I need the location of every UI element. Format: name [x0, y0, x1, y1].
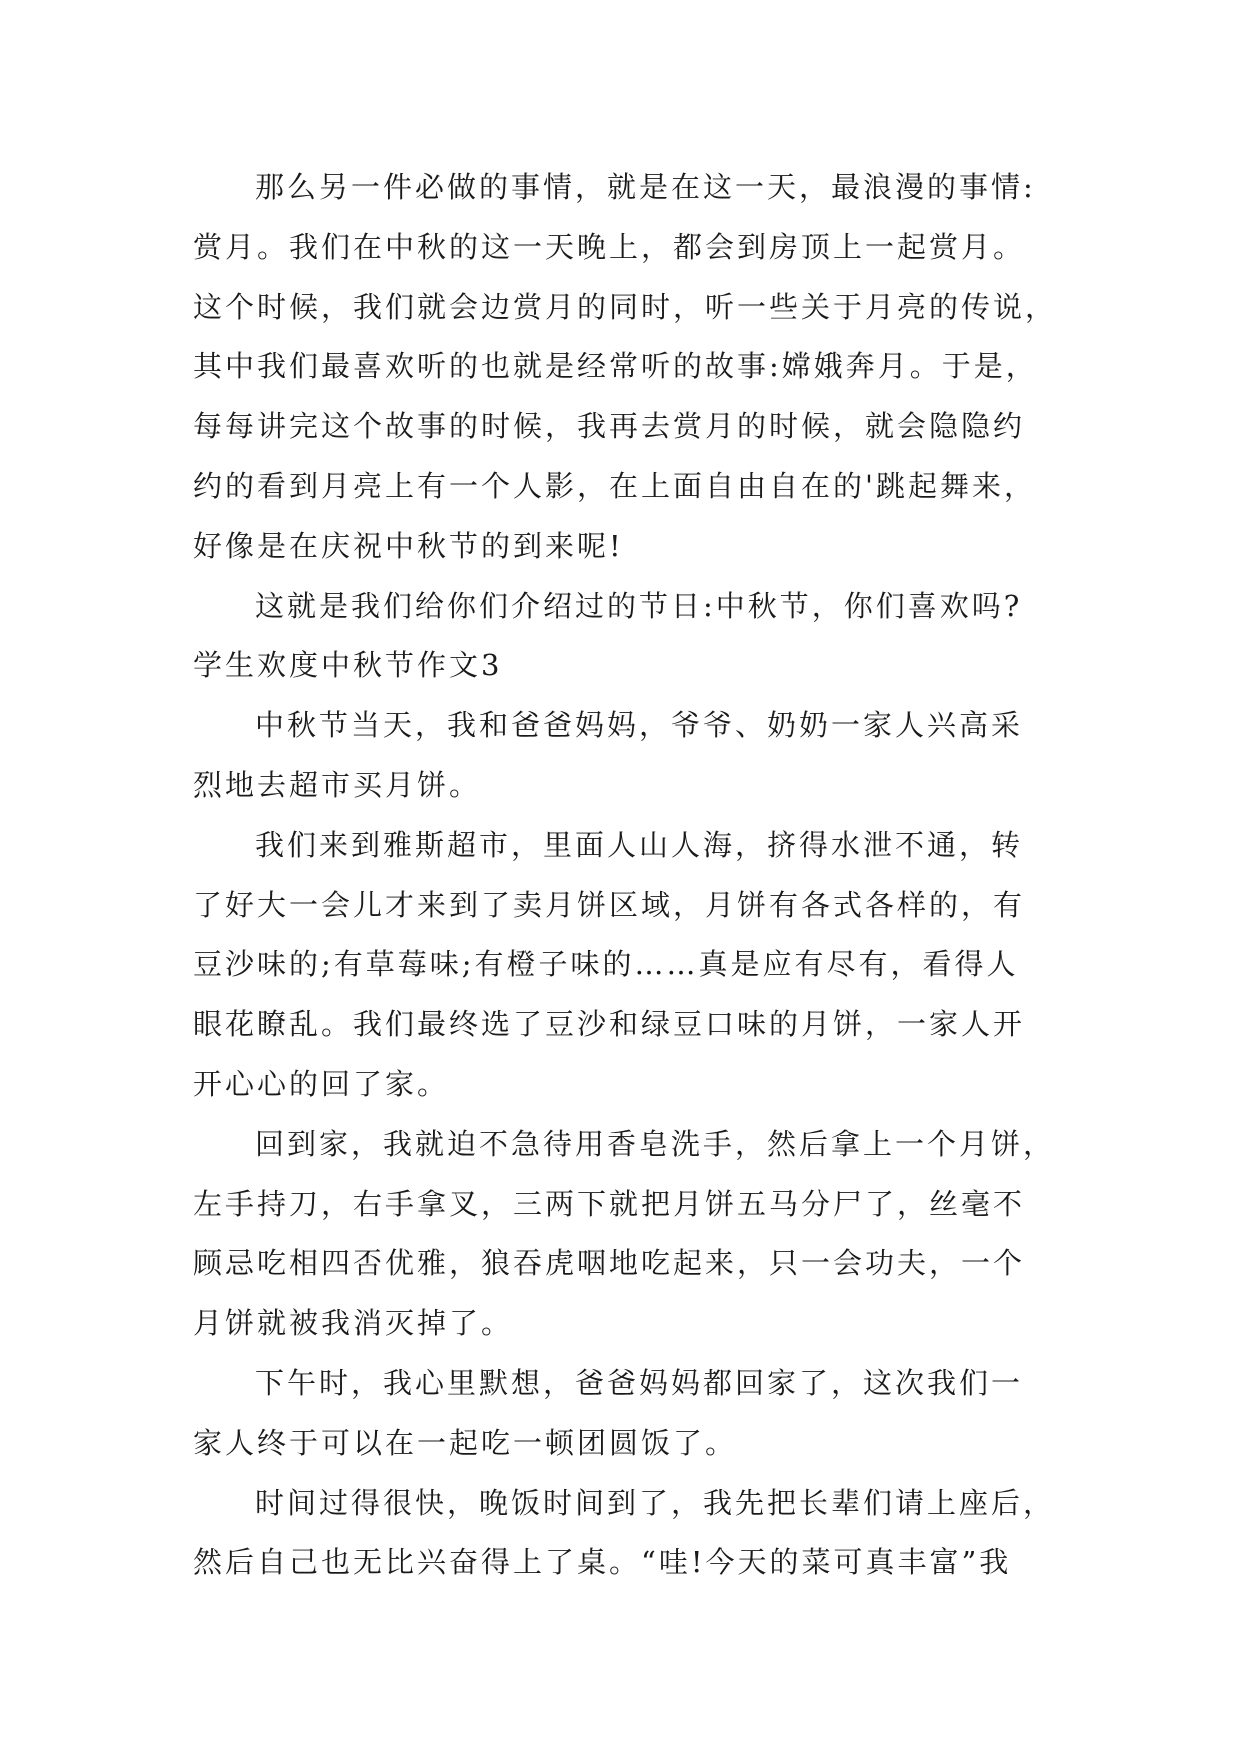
text-line: 其中我们最喜欢听的也就是经常听的故事:嫦娥奔月。于是，	[193, 349, 1038, 384]
text-line: 月饼就被我消灭掉了。	[193, 1306, 514, 1341]
paragraph-first-line: 时间过得很快，晚饭时间到了，我先把长辈们请上座后，	[255, 1485, 1056, 1520]
paragraph-first-line: 下午时，我心里默想，爸爸妈妈都回家了，这次我们一	[255, 1365, 1024, 1400]
text-line: 左手持刀，右手拿叉，三两下就把月饼五马分尸了，丝毫不	[193, 1186, 1026, 1221]
text-line: 每每讲完这个故事的时候，我再去赏月的时候，就会隐隐约	[193, 409, 1026, 444]
paragraph-first-line: 我们来到雅斯超市，里面人山人海，挤得水泄不通，转	[255, 827, 1024, 862]
document-body	[193, 158, 1058, 1593]
text-line: 好像是在庆祝中秋节的到来呢!	[193, 528, 624, 563]
text-line: 家人终于可以在一起吃一顿团圆饭了。	[193, 1425, 738, 1460]
text-line: 然后自己也无比兴奋得上了桌。“哇!今天的菜可真丰富”我	[193, 1545, 1012, 1580]
text-line: 烈地去超市买月饼。	[193, 767, 482, 802]
text-line: 眼花瞭乱。我们最终选了豆沙和绿豆口味的月饼，一家人开	[193, 1007, 1026, 1042]
text-line: 了好大一会儿才来到了卖月饼区域，月饼有各式各样的，有	[193, 887, 1026, 922]
text-line: 豆沙味的;有草莓味;有橙子味的……真是应有尽有，看得人	[193, 947, 1019, 982]
text-line: 顾忌吃相四否优雅，狼吞虎咽地吃起来，只一会功夫，一个	[193, 1246, 1026, 1281]
text-line: 开心心的回了家。	[193, 1066, 450, 1101]
paragraph-first-line: 回到家，我就迫不急待用香皂洗手，然后拿上一个月饼，	[255, 1126, 1056, 1161]
text-line: 这个时候，我们就会边赏月的同时，听一些关于月亮的传说，	[193, 289, 1058, 324]
text-line: 学生欢度中秋节作文3	[193, 648, 503, 683]
text-line: 赏月。我们在中秋的这一天晚上，都会到房顶上一起赏月。	[193, 229, 1026, 264]
paragraph-first-line: 那么另一件必做的事情，就是在这一天，最浪漫的事情:	[255, 170, 1036, 204]
paragraph-first-line: 中秋节当天，我和爸爸妈妈，爷爷、奶奶一家人兴高采	[255, 708, 1024, 743]
text-line: 约的看到月亮上有一个人影，在上面自由自在的'跳起舞来，	[193, 468, 1036, 503]
paragraph-first-line: 这就是我们给你们介绍过的节日:中秋节，你们喜欢吗?	[255, 588, 1023, 623]
